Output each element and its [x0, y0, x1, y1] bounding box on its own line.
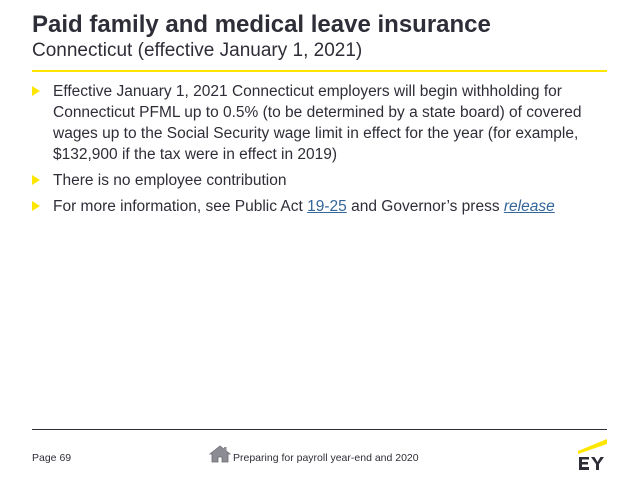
- page-number: Page 69: [32, 452, 72, 464]
- title-divider: [32, 70, 607, 72]
- ey-logo: [576, 437, 608, 471]
- public-act-link[interactable]: 19-25: [307, 198, 347, 215]
- bullet-text: and Governor’s press: [346, 198, 504, 215]
- bullet-item: [32, 170, 607, 191]
- bullet-list: [32, 81, 607, 222]
- bullet-arrow-icon: [32, 175, 40, 185]
- footer-divider: [32, 429, 607, 430]
- bullet-arrow-icon: [32, 86, 40, 96]
- slide-subtitle: Connecticut (effective January 1, 2021): [32, 40, 363, 61]
- bullet-item: [32, 196, 607, 217]
- footer-text: Preparing for payroll year-end and 2020: [233, 452, 419, 464]
- bullet-text: Effective January 1, 2021 Connecticut employers will begin withholding for Connecticut PFML up to 0.5% (to be determined by a state board) of covered wages up to the Social Security wage limit in effect for the year (for example, $132,900 if the tax were in effect in 2019): [53, 83, 582, 163]
- bullet-text: For more information, see Public Act: [53, 198, 308, 215]
- home-icon[interactable]: [209, 445, 231, 463]
- bullet-arrow-icon: [32, 201, 40, 211]
- press-release-link[interactable]: release: [503, 198, 555, 215]
- bullet-text: There is no employee contribution: [53, 172, 287, 189]
- bullet-item: [32, 81, 607, 165]
- slide-title: Paid family and medical leave insurance: [32, 11, 491, 38]
